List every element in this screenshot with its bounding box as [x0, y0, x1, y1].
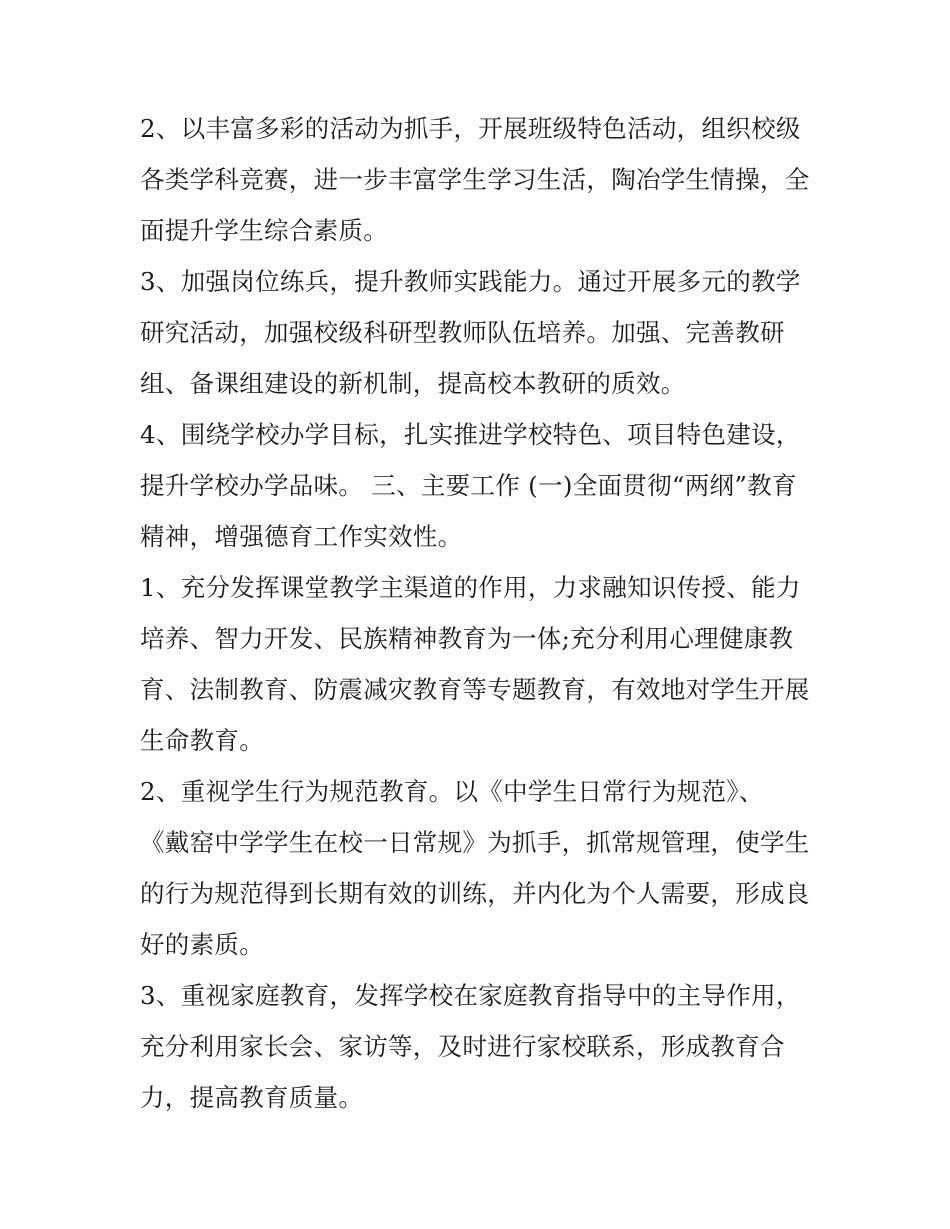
- text-line: 育、法制教育、防震减灾教育等专题教育，有效地对学生开展: [140, 675, 810, 704]
- paragraph: [140, 562, 820, 766]
- text-line: 组、备课组建设的新机制，提高校本教研的质效。: [140, 369, 686, 398]
- text-line: 培养、智力开发、民族精神教育为一体;充分利用心理健康教: [140, 624, 794, 653]
- text-line: 3、加强岗位练兵，提升教师实践能力。通过开展多元的教学: [140, 267, 801, 296]
- text-line: 3、重视家庭教育，发挥学校在家庭教育指导中的主导作用，: [140, 981, 801, 1010]
- paragraph: [140, 970, 820, 1123]
- text-line: 好的素质。: [140, 930, 264, 959]
- paragraph: [140, 409, 820, 562]
- paragraph: [140, 103, 820, 256]
- paragraph: [140, 256, 820, 409]
- paragraph: [140, 766, 820, 970]
- text-line: 1、充分发挥课堂教学主渠道的作用，力求融知识传授、能力: [140, 573, 801, 602]
- text-line: 精神，增强德育工作实效性。: [140, 522, 463, 551]
- text-line: 面提升学生综合素质。: [140, 216, 388, 245]
- text-line: 2、重视学生行为规范教育。以《中学生日常行为规范》、: [140, 777, 764, 806]
- text-line: 4、围绕学校办学目标，扎实推进学校特色、项目特色建设，: [140, 420, 801, 449]
- text-line: 提升学校办学品味。 三、主要工作 (一)全面贯彻“两纲”教育: [140, 471, 797, 500]
- text-line: 2、以丰富多彩的活动为抓手，开展班级特色活动，组织校级: [140, 114, 801, 143]
- text-line: 的行为规范得到长期有效的训练，并内化为个人需要，形成良: [140, 879, 810, 908]
- text-line: 生命教育。: [140, 726, 264, 755]
- text-line: 力，提高教育质量。: [140, 1083, 364, 1112]
- text-line: 各类学科竞赛，进一步丰富学生学习生活，陶冶学生情操，全: [140, 165, 810, 194]
- text-line: 研究活动，加强校级科研型教师队伍培养。加强、完善教研: [140, 318, 785, 347]
- text-line: 《戴窑中学学生在校一日常规》为抓手，抓常规管理，使学生: [140, 828, 810, 857]
- text-line: 充分利用家长会、家访等，及时进行家校联系，形成教育合: [140, 1032, 785, 1061]
- document-body: [140, 103, 820, 1123]
